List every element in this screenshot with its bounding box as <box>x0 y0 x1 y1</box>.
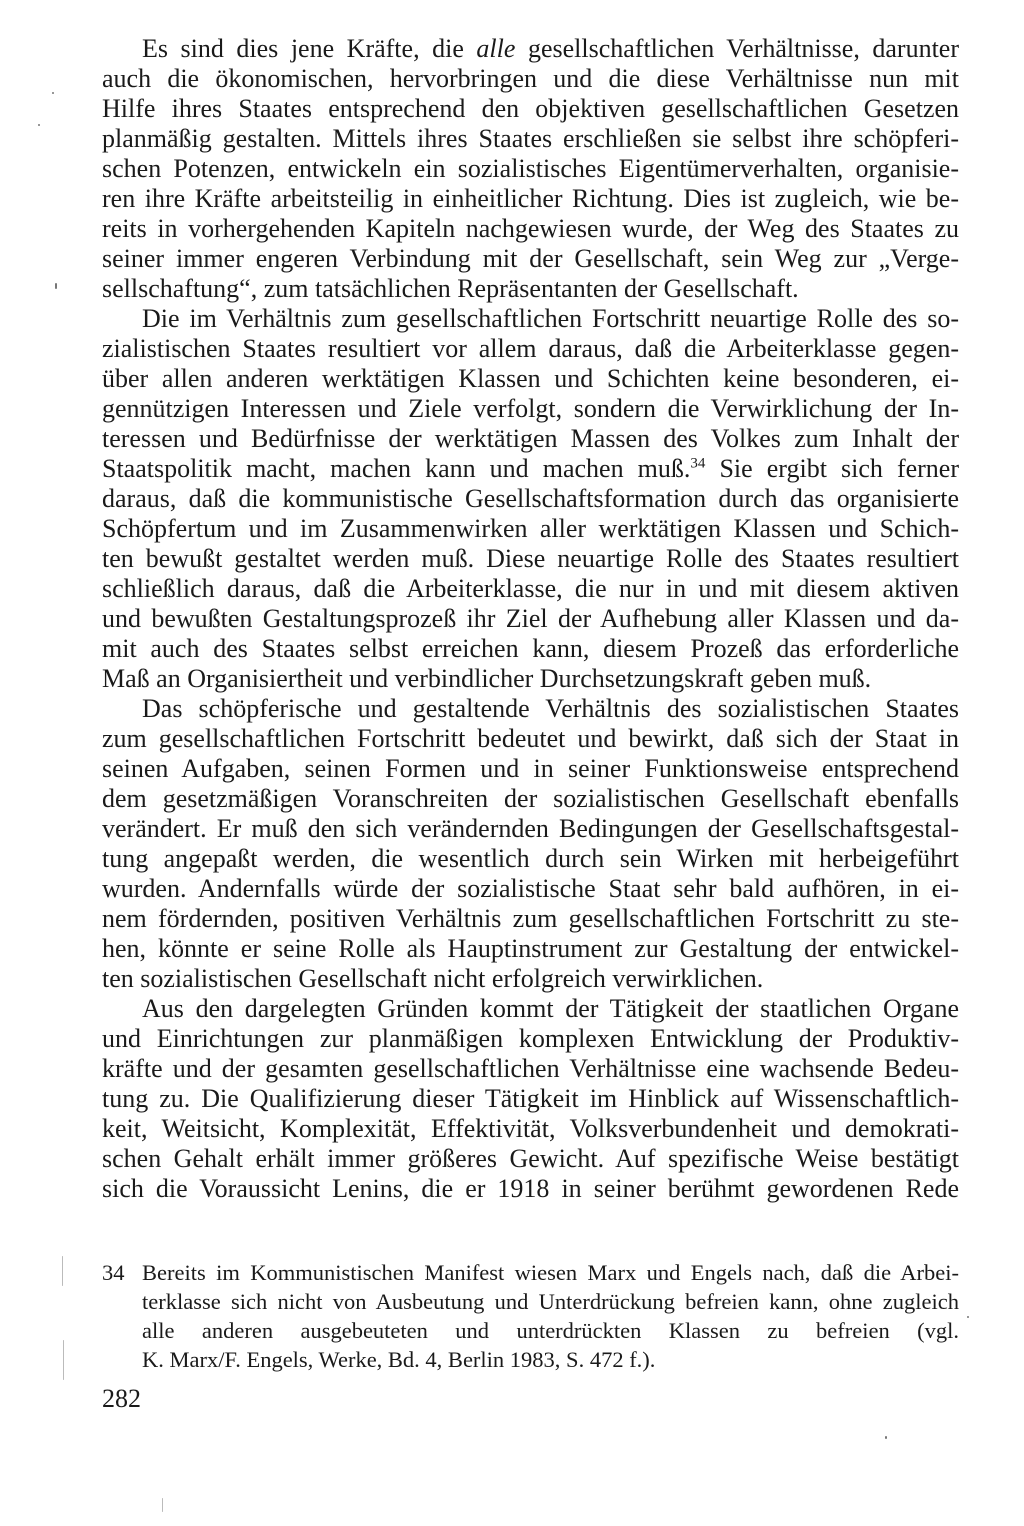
paragraph <box>102 994 959 1204</box>
text-line: Schöpfertum und im Zusammenwirken aller werktätigen Klassen und Schich- <box>102 514 959 543</box>
text-line: schen Gehalt erhält immer größeres Gewicht. Auf spezifische Weise bestätigt <box>102 1144 959 1173</box>
footnote-line: terklasse sich nicht von Ausbeutung und Unterdrückung befreien kann, ohne zugleich <box>142 1289 959 1314</box>
text-line: kräfte und der gesamten gesellschaftlichen Verhältnisse eine wachsende Bedeu- <box>102 1054 959 1083</box>
text-line: Das schöpferische und gestaltende Verhältnis des sozialistischen Staates <box>142 694 959 723</box>
text-line: zum gesellschaftlichen Fortschritt bedeutet und bewirkt, daß sich der Staat in <box>102 724 959 753</box>
text-line: über allen anderen werktätigen Klassen und Schichten keine besonderen, ei- <box>102 364 959 393</box>
text-line: seinen Aufgaben, seinen Formen und in seiner Funktionsweise entsprechend <box>102 754 959 783</box>
paragraph <box>102 304 959 694</box>
text-line: tung angepaßt werden, die wesentlich durch sein Wirken mit herbeigeführt <box>102 844 959 873</box>
text-line: teressen und Bedürfnisse der werktätigen Massen des Volkes zum Inhalt der <box>102 424 959 453</box>
text-line: und Einrichtungen zur planmäßigen komplexen Entwicklung der Produktiv- <box>102 1024 959 1053</box>
text-line: auch die ökonomischen, hervorbringen und die diese Verhältnisse nun mit <box>102 64 959 93</box>
page-number: 282 <box>102 1384 141 1413</box>
text-line: Aus den dargelegten Gründen kommt der Tätigkeit der staatlichen Organe <box>142 994 959 1023</box>
scan-speck <box>52 92 54 94</box>
scan-speck <box>967 1316 969 1318</box>
footnote-reference[interactable]: 34 <box>690 455 706 472</box>
page-body <box>102 34 959 1204</box>
scan-speck <box>63 1340 64 1380</box>
text-line: ren ihre Kräfte arbeitsteilig in einheitlicher Richtung. Dies ist zugleich, wie be- <box>102 184 959 213</box>
paragraph <box>102 694 959 994</box>
text-line: planmäßig gestalten. Mittels ihres Staates erschließen sie selbst ihre schöpferi- <box>102 124 959 153</box>
footnote <box>102 1258 959 1374</box>
text-line: wurden. Andernfalls würde der sozialistische Staat sehr bald aufhören, in ei- <box>102 874 959 903</box>
text-line: Maß an Organisiertheit und verbindlicher Durchsetzungskraft geben muß. <box>102 664 872 693</box>
text-line: schen Potenzen, entwickeln ein sozialistisches Eigentümerverhalten, organisie- <box>102 154 959 183</box>
text-line: sellschaftung“, zum tatsächlichen Repräsentanten der Gesellschaft. <box>102 274 799 303</box>
text-line: tung zu. Die Qualifizierung dieser Tätigkeit im Hinblick auf Wissenschaftlich- <box>102 1084 959 1113</box>
scan-speck <box>55 283 57 289</box>
text-line: hen, könnte er seine Rolle als Hauptinstrument zur Gestaltung der entwickel- <box>102 934 959 963</box>
emphasis: alle <box>476 34 516 63</box>
text-line: schließlich daraus, daß die Arbeiterklasse, die nur in und mit diesem aktiven <box>102 574 959 603</box>
footnote-line: alle anderen ausgebeuteten und unterdrückten Klassen zu befreien (vgl. <box>142 1318 959 1343</box>
text-line: reits in vorhergehenden Kapiteln nachgewiesen wurde, der Weg des Staates zu <box>102 214 959 243</box>
footnote-number: 34 <box>102 1260 125 1285</box>
text-line: nem fördernden, positiven Verhältnis zum gesellschaftlichen Fortschritt zu ste- <box>102 904 959 933</box>
scan-speck <box>62 1256 63 1286</box>
scan-speck <box>885 1436 887 1439</box>
text-line: seiner immer engeren Verbindung mit der Gesellschaft, sein Weg zur „Verge- <box>102 244 959 273</box>
paragraph <box>102 34 959 304</box>
text-line: Die im Verhältnis zum gesellschaftlichen Fortschritt neuartige Rolle des so- <box>142 304 959 333</box>
scan-speck <box>38 124 40 126</box>
text-line: sich die Voraussicht Lenins, die er 1918 in seiner berühmt gewordenen Rede <box>102 1174 959 1203</box>
text-line: Hilfe ihres Staates entsprechend den objektiven gesellschaftlichen Gesetzen <box>102 94 959 123</box>
text-line: keit, Weitsicht, Komplexität, Effektivität, Volksverbundenheit und demokrati- <box>102 1114 959 1143</box>
text-line: dem gesetzmäßigen Voranschreiten der sozialistischen Gesellschaft ebenfalls <box>102 784 959 813</box>
scan-speck <box>162 1498 163 1512</box>
footnote-line: 34 Bereits im Kommunistischen Manifest wiesen Marx und Engels nach, daß die Arbei- <box>102 1260 959 1285</box>
footnote-line: K. Marx/F. Engels, Werke, Bd. 4, Berlin 1983, S. 472 f.). <box>142 1347 656 1372</box>
text-line: zialistischen Staates resultiert vor allem daraus, daß die Arbeiterklasse gegen- <box>102 334 959 363</box>
text-line: ten sozialistischen Gesellschaft nicht erfolgreich verwirklichen. <box>102 964 764 993</box>
text-line: mit auch des Staates selbst erreichen kann, diesem Prozeß das erforderliche <box>102 634 959 663</box>
text-line: Staatspolitik macht, machen kann und machen muß.$^{34}$ Sie ergibt sich ferner <box>102 454 959 483</box>
text-line: Es sind dies jene Kräfte, die alle gesellschaftlichen Verhältnisse, darunter <box>142 34 959 63</box>
text-line: ten bewußt gestaltet werden muß. Diese neuartige Rolle des Staates resultiert <box>102 544 959 573</box>
text-line: daraus, daß die kommunistische Gesellschaftsformation durch das organisierte <box>102 484 959 513</box>
text-line: gennützigen Interessen und Ziele verfolgt, sondern die Verwirklichung der In- <box>102 394 959 423</box>
text-line: verändert. Er muß den sich verändernden Bedingungen der Gesellschaftsgestal- <box>102 814 959 843</box>
text-line: und bewußten Gestaltungsprozeß ihr Ziel der Aufhebung aller Klassen und da- <box>102 604 959 633</box>
